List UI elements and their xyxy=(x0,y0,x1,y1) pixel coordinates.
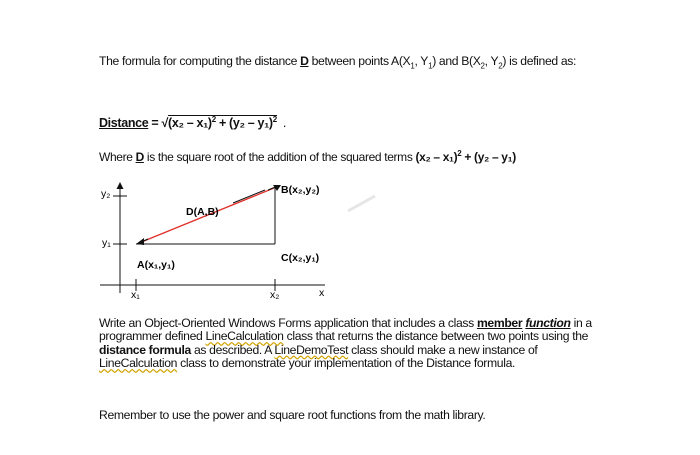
x-axis-label: x xyxy=(319,287,325,299)
math-library-note: Remember to use the power and square root functions from the math library. xyxy=(99,408,486,422)
task-text-5: class should make a new instance of xyxy=(348,342,538,357)
subscript: 2 xyxy=(498,61,503,71)
radical-sign: √ xyxy=(161,116,169,130)
linedemotest-class-name: LineDemoTest xyxy=(274,342,349,357)
plus-sign: + xyxy=(215,116,230,130)
distance-label: D(A,B) xyxy=(186,206,219,218)
where-text: Where xyxy=(99,150,136,164)
square-exponent: 2 xyxy=(457,149,462,158)
point-a-label: A(x₁,y₁) xyxy=(137,259,175,271)
task-text-3: class that returns the distance between two points using the xyxy=(283,329,589,344)
a-pointer-arrow-icon xyxy=(136,238,144,245)
distance-d-symbol: D xyxy=(300,54,309,68)
point-c-label: C(x₂,y₁) xyxy=(281,252,320,264)
formula-term-y: (y₂ – y₁) xyxy=(229,116,273,130)
y-axis-arrow-icon xyxy=(117,182,124,189)
intro-text-6: ) is defined as: xyxy=(502,54,577,68)
plus-sign: + xyxy=(461,150,475,164)
intro-text-2: between points A(X xyxy=(308,54,411,68)
intro-text-3: , Y xyxy=(414,54,429,68)
formula-label: Distance xyxy=(99,116,149,130)
where-term-x: (x₂ – x₁) xyxy=(415,150,458,164)
distance-pointer xyxy=(233,190,265,203)
formula-term-x: (x₂ – x₁) xyxy=(168,116,212,130)
square-exponent: 2 xyxy=(272,114,277,124)
intro-text: The formula for computing the distance xyxy=(99,54,301,68)
distance-formula-keyword: distance formula xyxy=(99,342,191,357)
task-text-4: as described. A xyxy=(190,342,275,357)
function-keyword: function xyxy=(525,316,571,330)
task-paragraph xyxy=(99,317,609,371)
where-term-y: (y₂ – y₁) xyxy=(474,150,516,164)
linecalculation-class-name: LineCalculation xyxy=(205,329,284,344)
member-keyword: member xyxy=(476,316,523,330)
where-text-2: is the square root of the addition of the squared terms xyxy=(143,150,416,164)
point-b-label: B(x₂,y₂) xyxy=(281,184,320,196)
distance-d-symbol: D xyxy=(135,150,144,164)
intro-text-4: ) and B(X xyxy=(432,54,481,68)
square-exponent: 2 xyxy=(211,114,216,124)
task-text-2: in a programmer defined xyxy=(99,316,592,344)
x1-label: x₁ xyxy=(131,289,140,301)
faint-mark xyxy=(348,196,375,211)
subscript: 1 xyxy=(428,61,433,71)
subscript: 2 xyxy=(480,61,485,71)
y1-label: y₁ xyxy=(102,237,111,249)
task-text: Write an Object-Oriented Windows Forms application that includes a class xyxy=(99,316,477,330)
intro-text-5: , Y xyxy=(484,54,499,68)
x2-label: x₂ xyxy=(270,289,280,301)
subscript: 1 xyxy=(410,61,415,71)
formula-period: . xyxy=(282,116,286,130)
y2-label: y₂ xyxy=(101,188,111,200)
linecalculation-class-name-2: LineCalculation xyxy=(99,356,178,371)
task-text-6: class to demonstrate your implementation of the Distance formula. xyxy=(177,356,516,371)
equals-sign: = xyxy=(148,116,162,130)
